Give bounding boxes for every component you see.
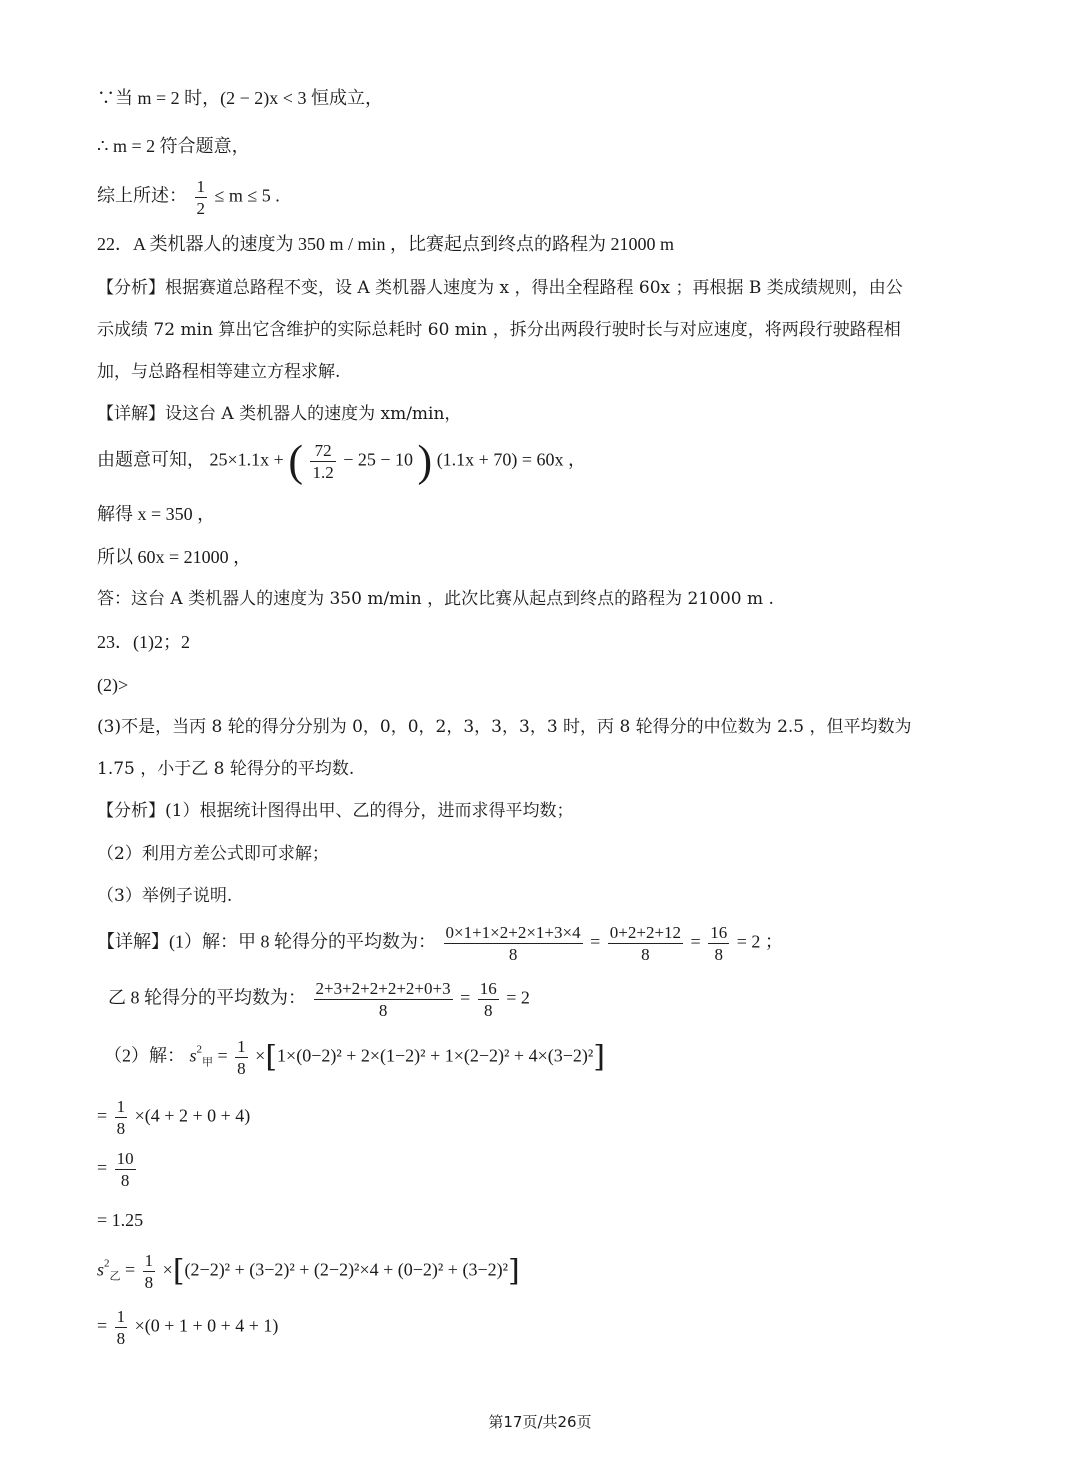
fraction-jia-simplified: $\frac{0+2+2+12}{8}$ <box>609 923 682 964</box>
q22-equation: 由题意可知， 25×1.1x + ( $\frac{72}{1.2}$ − 25 − 10 ) (1.1x + 70) = 60x ， <box>97 436 586 486</box>
q22-solve-x: 解得 x = 350 ， <box>97 504 216 524</box>
fraction-one-half: $\frac{1}{2}$ <box>196 177 205 218</box>
fraction-yi-16-over-8: $\frac{16}{8}$ <box>479 979 497 1020</box>
q23-analysis-1: 【分析】(1）根据统计图得出甲、乙的得分，进而求得平均数； <box>97 801 574 821</box>
q22-analysis-3: 加，与总路程相等建立方程求解. <box>97 362 341 382</box>
q23-part3-b: 1.75 ，小于乙 8 轮得分的平均数. <box>97 759 355 779</box>
q22-detail-1: 【详解】设这台 A 类机器人的速度为 xm/min， <box>97 404 462 424</box>
fraction-one-eighth: $\frac{1}{8}$ <box>237 1037 246 1078</box>
fraction-16-over-8: $\frac{16}{8}$ <box>710 923 728 964</box>
summary-inequality: ≤ m ≤ 5 . <box>214 185 280 206</box>
fraction-jia-sum: $\frac{0\times 1+1\times 2+2\times 1+3\times 4}{8}$ <box>445 923 581 964</box>
q22-analysis-2: 示成绩 72 min 算出它含维护的实际总耗时 60 min ，拆分出两段行驶时长与对应速度，将两段行驶路程相 <box>97 320 901 340</box>
fraction-10-over-8: $\frac{10}{8}$ <box>116 1149 134 1190</box>
q23-mean-jia: 【详解】(1）解：甲 8 轮得分的平均数为： $\frac{0\times 1+1\times 2+2\times 1+3\times 4}{8}$ = $\frac{0+2+2+12}{8}$ = $\frac{16}{8}$ = 2 ； <box>97 923 783 964</box>
q22-final-answer: 答：这台 A 类机器人的速度为 350 m/min ，此次比赛从起点到终点的路程为 21000 m . <box>97 589 774 609</box>
q23-part1: 23．(1)2；2 <box>97 632 190 652</box>
q23-mean-yi: 乙 8 轮得分的平均数为： $\frac{2+3+2+2+2+2+0+3}{8}$ = $\frac{16}{8}$ = 2 <box>108 979 530 1020</box>
line-m-equals-2: ∵当 m = 2 时，(2 − 2)x < 3 恒成立， <box>97 88 383 108</box>
q23-variance-result: = 1.25 <box>97 1210 144 1230</box>
summary-label: 综上所述： <box>97 185 187 206</box>
q23-analysis-2: （2）利用方差公式即可求解； <box>97 844 329 864</box>
fraction-yi-sum: $\frac{2+3+2+2+2+2+0+3}{8}$ <box>315 979 451 1020</box>
fraction-72-over-1-2: $\frac{72}{1.2}$ <box>312 441 334 482</box>
q23-variance-jia: （2）解： $s^2_甲$ = $\frac{1}{8}$ ×[1×(0−2)² + 2×(1−2)² + 1×(2−2)² + 4×(3−2)²] <box>104 1037 605 1078</box>
q22-answer: 22．A 类机器人的速度为 350 m / min ，比赛起点到终点的路程为 21000 m <box>97 234 675 254</box>
q23-part2: (2)> <box>97 675 129 695</box>
fraction-one-eighth: $\frac{1}{8}$ <box>116 1097 126 1138</box>
line-m2-valid: ∴ m = 2 符合题意， <box>97 136 250 156</box>
fraction-one-eighth: $\frac{1}{8}$ <box>116 1307 126 1348</box>
q23-part3-a: (3)不是，当丙 8 轮的得分分别为 0，0，0，2，3，3，3，3 时，丙 8 轮得分的中位数为 2.5 ，但平均数为 <box>97 717 912 737</box>
q23-variance-yi-step: = $\frac{1}{8}$ ×(0 + 1 + 0 + 4 + 1) <box>97 1307 279 1348</box>
q23-variance-step-2: = $\frac{10}{8}$ <box>97 1149 134 1190</box>
q22-analysis-1: 【分析】根据赛道总路程不变，设 A 类机器人速度为 x ，得出全程路程 60x ；再根据 B 类成绩规则，由公 <box>97 278 903 298</box>
page-number-footer: 第17页/共26页 <box>488 1413 592 1431</box>
q22-distance: 所以 60x = 21000 ， <box>97 547 252 567</box>
q23-analysis-3: （3）举例子说明. <box>97 886 233 906</box>
line-summary <box>97 176 280 219</box>
q23-variance-yi: $s^2_乙$ = $\frac{1}{8}$ ×[(2−2)² + (3−2)² + (2−2)²×4 + (0−2)² + (3−2)²] <box>97 1251 520 1292</box>
q23-variance-step-1: = $\frac{1}{8}$ ×(4 + 2 + 0 + 4) <box>97 1097 251 1138</box>
fraction-one-eighth: $\frac{1}{8}$ <box>144 1251 154 1292</box>
